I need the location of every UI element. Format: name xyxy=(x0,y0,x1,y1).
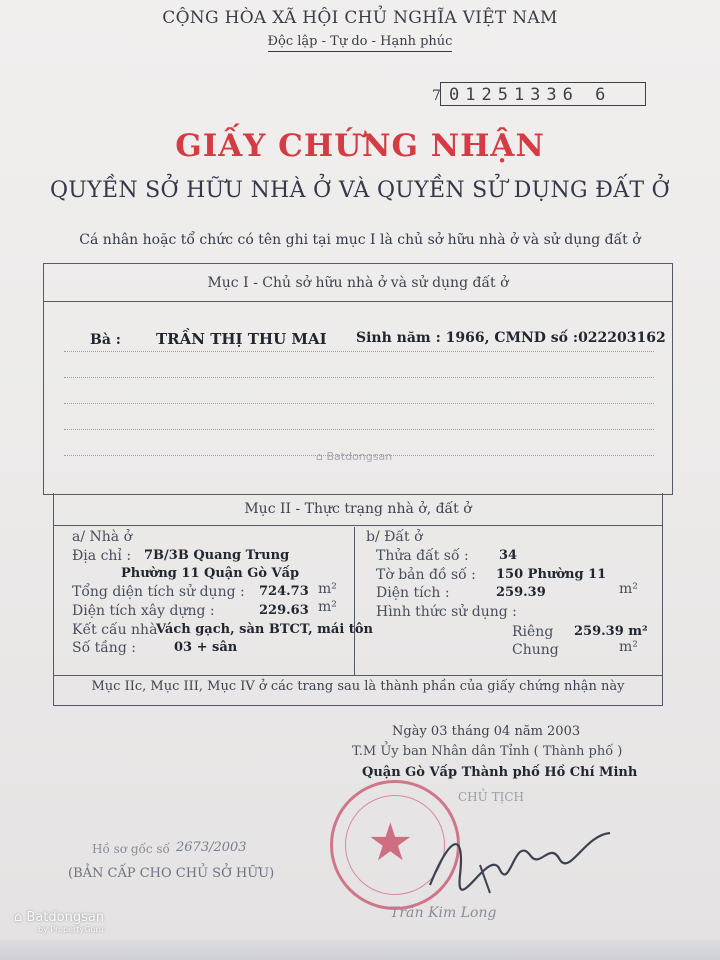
signature-graphic xyxy=(420,815,620,905)
certificate-title: GIẤY CHỨNG NHẬN xyxy=(175,128,545,164)
intro-text: Cá nhân hoặc tổ chức có tên ghi tại mục I là chủ sở hữu nhà ở và sử dụng đất ở xyxy=(79,232,641,248)
district-line: Quận Gò Vấp Thành phố Hồ Chí Minh xyxy=(362,765,638,780)
serial-tick: 7 xyxy=(432,88,441,104)
address-line-1: 7B/3B Quang Trung xyxy=(144,548,290,563)
land-area-value: 259.39 xyxy=(496,585,546,600)
center-watermark xyxy=(316,450,392,463)
seal-star-icon: ★ xyxy=(367,813,414,873)
built-area-value: 229.63 xyxy=(259,603,309,618)
certificate-subtitle: QUYỀN SỞ HỮU NHÀ Ở VÀ QUYỀN SỬ DỤNG ĐẤT Ở xyxy=(49,178,671,203)
section-1-divider xyxy=(44,301,672,302)
nation-header: CỘNG HÒA XÃ HỘI CHỦ NGHĨA VIỆT NAM xyxy=(162,8,558,28)
total-area-label: Tổng diện tích sử dụng : xyxy=(72,584,245,600)
total-area-unit: m² xyxy=(318,581,337,597)
watermark-logo-icon: ⌂ xyxy=(14,910,23,925)
land-area-label: Diện tích : xyxy=(376,585,450,601)
built-area-label: Diện tích xây dựng : xyxy=(72,603,215,619)
role-line: CHỦ TỊCH xyxy=(458,790,524,804)
date-line: Ngày 03 tháng 04 năm 2003 xyxy=(392,724,581,739)
committee-line: T.M Ủy ban Nhân dân Tỉnh ( Thành phố ) xyxy=(352,744,623,759)
section-2-divider xyxy=(54,525,662,526)
total-area-value: 724.73 xyxy=(259,584,309,599)
dotted-line xyxy=(64,429,654,430)
dotted-line xyxy=(64,351,654,352)
corner-watermark-logo xyxy=(14,910,104,925)
column-divider xyxy=(354,527,355,675)
house-title: a/ Nhà ở xyxy=(72,529,133,545)
address-line-2: Phường 11 Quận Gò Vấp xyxy=(121,566,300,581)
map-value: 150 Phường 11 xyxy=(496,567,607,582)
corner-watermark xyxy=(14,910,104,934)
shared-unit: m² xyxy=(619,639,638,655)
private-value: 259.39 m² xyxy=(574,624,648,639)
owner-prefix: Bà : xyxy=(90,332,121,348)
structure-label: Kết cấu nhà xyxy=(72,622,158,638)
plot-label: Thửa đất số : xyxy=(376,548,469,564)
built-area-unit: m² xyxy=(318,599,337,615)
usage-label: Hình thức sử dụng : xyxy=(376,604,517,620)
map-label: Tờ bản đồ số : xyxy=(376,567,476,583)
floors-value: 03 + sân xyxy=(174,640,238,655)
motto xyxy=(0,34,720,49)
land-area-unit: m² xyxy=(619,581,638,597)
dotted-line xyxy=(64,403,654,404)
shared-label: Chung xyxy=(512,642,559,658)
section-2-heading: Mục II - Thực trạng nhà ở, đất ở xyxy=(244,501,472,517)
owner-name: TRẦN THỊ THU MAI xyxy=(156,330,327,348)
serial-number: 01251336 6 xyxy=(440,82,646,106)
origin-label: Hồ sơ gốc số xyxy=(92,842,170,856)
watermark-logo-icon: ⌂ xyxy=(316,450,323,463)
corner-watermark-sub: by PropertyGuru xyxy=(38,925,104,934)
section-2-box xyxy=(53,493,663,706)
footnote: Mục IIc, Mục III, Mục IV ở các trang sau là thành phần của giấy chứng nhận này xyxy=(91,679,625,694)
plot-value: 34 xyxy=(499,548,518,563)
corner-watermark-text: Batdongsan xyxy=(26,910,105,925)
floors-label: Số tầng : xyxy=(72,640,136,656)
owner-info: Sinh năm : 1966, CMND số :022203162 xyxy=(356,330,666,346)
origin-number: 2673/2003 xyxy=(176,840,247,855)
signer-name: Trần Kim Long xyxy=(390,905,497,921)
structure-value: Vách gạch, sàn BTCT, mái tôn xyxy=(156,622,373,637)
land-title: b/ Đất ở xyxy=(366,529,423,545)
private-label: Riêng xyxy=(512,624,554,640)
bottom-edge xyxy=(0,940,720,960)
dotted-line xyxy=(64,377,654,378)
address-label: Địa chỉ : xyxy=(72,548,132,564)
section-1-heading: Mục I - Chủ sở hữu nhà ở và sử dụng đất ở xyxy=(207,275,509,291)
watermark-text: Batdongsan xyxy=(326,450,393,463)
footnote-divider xyxy=(54,675,662,676)
motto-text: Độc lập - Tự do - Hạnh phúc xyxy=(268,34,453,52)
copy-note: (BẢN CẤP CHO CHỦ SỞ HỮU) xyxy=(68,866,275,881)
